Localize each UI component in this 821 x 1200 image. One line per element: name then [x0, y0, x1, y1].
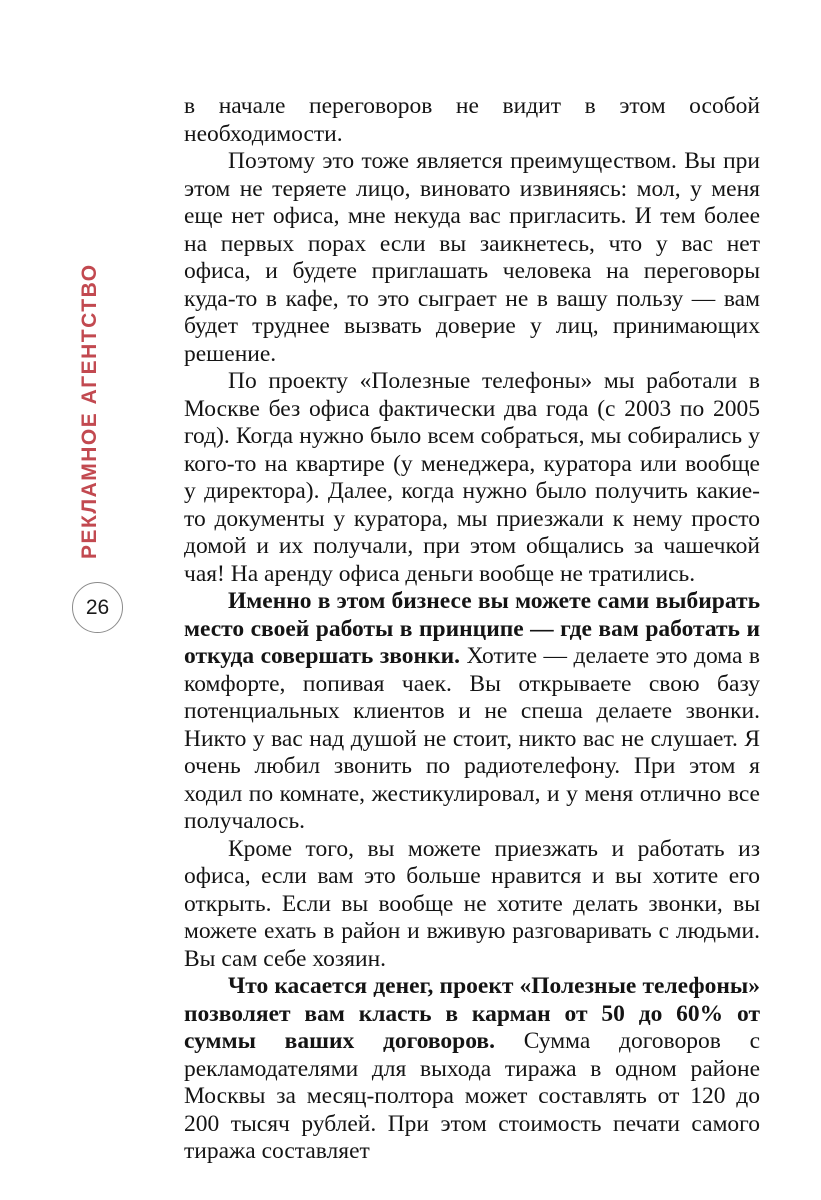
paragraph-text: По проекту «Полезные телефоны» мы работали в Москве без офиса фактически два года (с 2003 по 2005 год). Когда нужно было всем собраться, мы собирались у кого-то на квартире (у менеджера, куратора или вообще у директора). Далее, когда нужно было получить какие-то документы у куратора, мы приезжали к нему просто домой и их получали, при этом общались за чашечкой чая! На аренду офиса деньги вообще не тратились.: [184, 368, 760, 587]
body-text: [184, 93, 760, 1166]
paragraph-bold-text: Именно в этом бизнесе вы можете сами выбирать место своей работы в принципе — где вам работать и откуда совершать звонки.: [184, 588, 760, 669]
chapter-title-vertical: РЕКЛАМНОЕ АГЕНТСТВО: [78, 263, 101, 559]
page-number-badge: [72, 582, 123, 633]
paragraph-text: Поэтому это тоже является преимуществом. Вы при этом не теряете лицо, виновато извиняясь: мол, у меня еще нет офиса, мне некуда вас пригласить. И тем более на первых порах если вы заикнетесь, что у вас нет офиса, и будете приглашать человека на переговоры куда-то в кафе, то это сыграет не в вашу пользу — вам будет труднее вызвать доверие у лиц, принимающих решение.: [184, 148, 760, 367]
paragraph-text: Кроме того, вы можете приезжать и работать из офиса, если вам это больше нравится и вы хотите его открыть. Если вы вообще не хотите делать звонки, вы можете ехать в район и вживую разговаривать с людьми. Вы сам себе хозяин.: [184, 835, 760, 972]
paragraph: [184, 368, 760, 588]
paragraph-text: в начале переговоров не видит в этом особой необходимости.: [184, 93, 760, 147]
paragraph-text: Сумма договоров с рекламодателями для выхода тиража в одном районе Москвы за месяц-полтора может составлять от 120 до 200 тысяч рублей. При этом стоимость печати самого тиража составляет: [184, 1028, 761, 1164]
paragraph-text: Хотите — делаете это дома в комфорте, попивая чаек. Вы открываете свою базу потенциальных клиентов и не спеша делаете звонки. Никто у вас над душой не стоит, никто вас не слушает. Я очень любил звонить по радиотелефону. При этом я ходил по комнате, жестикулировал, и у меня отлично все получалось.: [184, 643, 760, 834]
paragraph: [184, 93, 760, 148]
paragraph: [184, 148, 760, 368]
paragraph: [184, 588, 760, 836]
paragraph-bold-text: Что касается денег, проект «Полезные телефоны» позволяет вам класть в карман от 50 до 60% от суммы ваших договоров.: [184, 973, 760, 1054]
page-number: 26: [85, 595, 110, 619]
paragraph: [184, 836, 760, 974]
paragraph: [184, 973, 760, 1166]
